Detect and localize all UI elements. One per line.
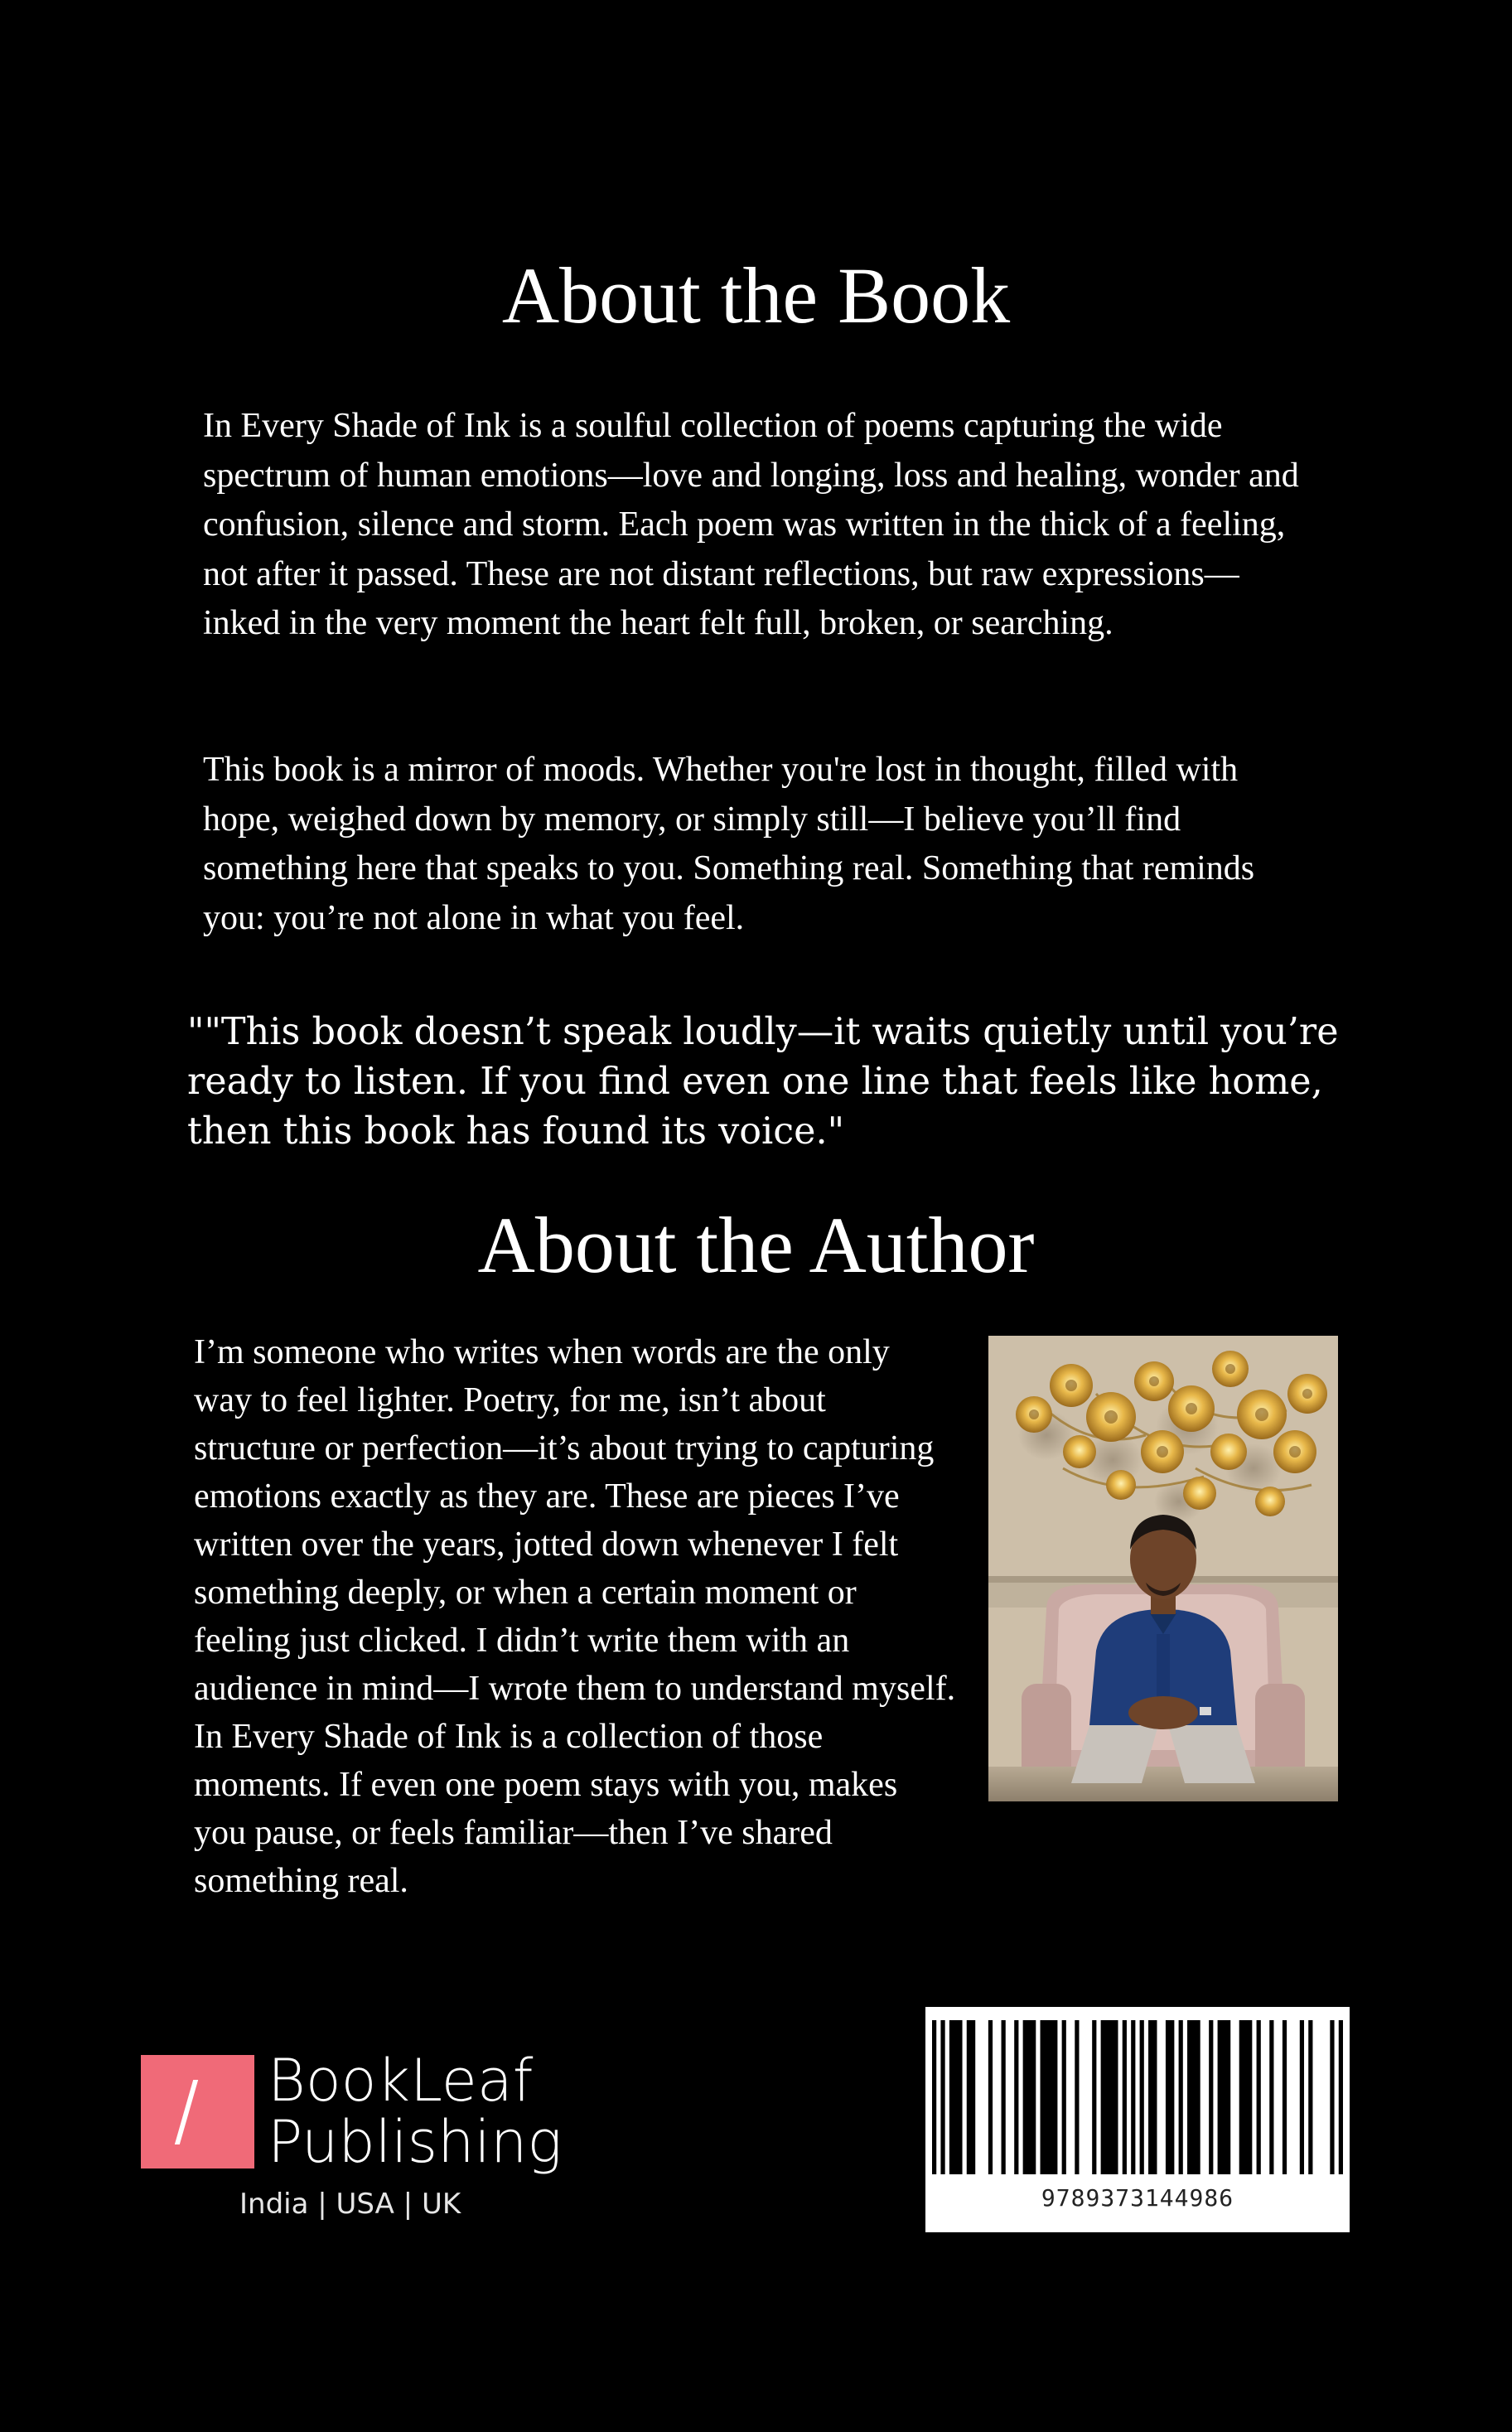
barcode-bar [1239,2020,1253,2174]
about-book-heading: About the Book [501,251,1011,340]
barcode-bar [940,2020,944,2174]
barcode-bar [1123,2020,1127,2174]
barcode-bar [1041,2020,1058,2174]
barcode-bar [1283,2020,1287,2174]
barcode-bar [967,2020,975,2174]
about-author-heading: About the Author [477,1201,1035,1289]
barcode-bar [1131,2020,1135,2174]
barcode-bar [1166,2020,1174,2174]
barcode-bar [932,2020,936,2174]
barcode-bar [1014,2020,1018,2174]
barcode-bar [1062,2020,1066,2174]
barcode-bar [1308,2020,1312,2174]
barcode-bar [1002,2020,1006,2174]
barcode-bar [1148,2020,1157,2174]
barcode-bar [1209,2020,1213,2174]
publisher-logo-mark [141,2055,254,2168]
publisher-name-line-1: BookLeaf [268,2047,534,2115]
about-book-paragraph-2: This book is a mirror of moods. Whether you're lost in thought, filled with hope, weighed down by memory, or simply still—I believe you’ll find something here that speaks to you. Something real. Something that reminds you: you’re not alone in what you feel. [203,751,1255,937]
isbn-number: 9789373144986 [1041,2184,1234,2212]
barcode-bar [1330,2020,1334,2174]
barcode-bar [1075,2020,1079,2174]
barcode-bar [1300,2020,1304,2174]
author-photo [988,1336,1338,1801]
barcode-bar [1218,2020,1231,2174]
barcode-bar [1257,2020,1261,2174]
publisher-name-line-2: Publishing [268,2108,563,2176]
pull-quote: ""This book doesn’t speak loudly—it waits quietly until you’re ready to listen. If you find even one line that feels like home, then this book has found its voice." [187,1011,1339,1153]
barcode-bar [1339,2020,1343,2174]
barcode-bar [1140,2020,1144,2174]
about-author-paragraph: I’m someone who writes when words are the only way to feel lighter. Poetry, for me, isn’t about structure or perfection—it’s about trying to capturing emotions exactly as they are. These are pieces I’ve written over the years, jotted down whenever I felt something deeply, or when a certain moment or feeling just clicked. I didn’t write them with an audience in mind—I wrote them to understand myself. In Every Shade of Ink is a collection of those moments. If even one poem stays with you, makes you pause, or feels familiar—then I’ve shared something real. [194,1333,956,1900]
slash-icon [175,2080,198,2144]
barcode-bar [988,2020,993,2174]
barcode-bar [1101,2020,1118,2174]
barcode-bar [1023,2020,1036,2174]
barcode-bar [1179,2020,1183,2174]
barcode-bar [1269,2020,1273,2174]
barcode-bar [1092,2020,1096,2174]
publisher-regions: India | USA | UK [239,2188,461,2221]
barcode-bar [949,2020,963,2174]
isbn-barcode [925,2007,1350,2232]
barcode-bar [1187,2020,1200,2174]
barcode-bars [932,2020,1343,2174]
about-book-paragraph-1: In Every Shade of Ink is a soulful collection of poems capturing the wide spectrum of human emotions—love and longing, loss and healing, wonder and confusion, silence and storm. Each poem was written in the thick of a feeling, not after it passed. These are not distant reflections, but raw expressions—inked in the very moment the heart felt full, broken, or searching. [203,407,1299,642]
